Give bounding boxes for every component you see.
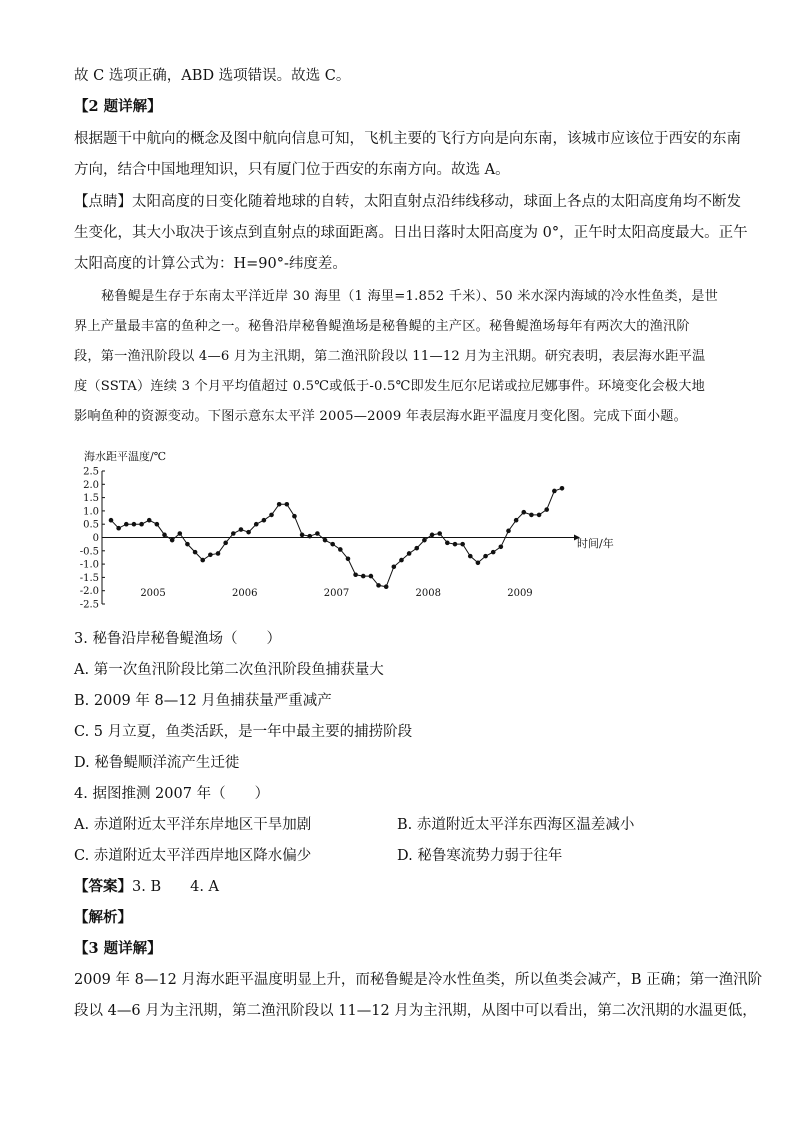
data-point (537, 513, 542, 518)
q3-option-a: A. 第一次鱼汛阶段比第二次鱼汛阶段鱼捕获量大 (74, 662, 384, 678)
x-axis-label: 时间/年 (577, 537, 614, 550)
data-point (323, 538, 328, 543)
data-point (285, 502, 290, 507)
data-point (132, 522, 137, 527)
data-point (185, 542, 190, 547)
data-point (208, 552, 213, 557)
question-3: 3. 秘鲁沿岸秘鲁鳀渔场（ ） (74, 631, 281, 647)
data-point (315, 531, 320, 536)
y-tick-label: 1.0 (83, 506, 99, 518)
text-line: 故 C 选项正确，ABD 选项错误。故选 C。 (74, 68, 351, 84)
data-point (124, 522, 129, 527)
section-heading-q2: 【2 题详解】 (74, 98, 162, 115)
answer-label: 【答案】 (74, 878, 132, 895)
data-point (483, 554, 488, 559)
data-point (369, 574, 374, 579)
data-point (491, 550, 496, 555)
question-4: 4. 据图推测 2007 年（ ） (74, 786, 270, 802)
year-label: 2006 (232, 588, 258, 599)
answer-text: 3. B 4. A (132, 879, 220, 895)
analysis-heading: 【解析】 (74, 909, 132, 926)
data-point (460, 542, 465, 547)
answer-line (74, 877, 219, 897)
q3-option-c: C. 5 月立夏，鱼类活跃，是一年中最主要的捕捞阶段 (74, 724, 413, 740)
data-point (330, 542, 335, 547)
data-point (437, 531, 442, 536)
data-point (529, 513, 534, 518)
data-point (384, 584, 389, 589)
text-line: 2009 年 8—12 月海水距平温度明显上升，而秘鲁鳀是冷水性鱼类，所以鱼类会减产，B 正确；第一渔汛阶 (74, 972, 763, 988)
data-point (544, 507, 549, 512)
y-axis-label: 海水距平温度/℃ (84, 450, 167, 463)
section-heading-q3: 【3 题详解】 (74, 940, 162, 957)
data-point (376, 583, 381, 588)
text-line: 生变化，其大小取决于该点到直射点的球面距离。日出日落时太阳高度为 0°，正午时太阳高度最大。正午 (74, 225, 748, 241)
data-point (521, 510, 526, 515)
material-paragraph: 影响鱼种的资源变动。下图示意东太平洋 2005—2009 年表层海水距平温度月变化图。完成下面小题。 (74, 409, 688, 424)
y-tick-label: -1.0 (79, 559, 99, 571)
y-tick-label: -2.0 (79, 586, 99, 598)
ssta-line-chart (74, 446, 654, 616)
year-label: 2007 (323, 588, 350, 599)
y-tick-label: 0 (92, 533, 99, 544)
data-point (254, 522, 259, 527)
data-point (361, 574, 366, 579)
y-tick-label: -0.5 (79, 546, 99, 558)
data-point (239, 527, 244, 532)
data-point (399, 558, 404, 563)
data-point (453, 542, 458, 547)
data-point (277, 502, 282, 507)
data-point (392, 564, 397, 569)
data-point (430, 533, 435, 538)
data-point (560, 486, 565, 491)
data-point (269, 513, 274, 518)
year-label: 2009 (507, 588, 533, 599)
data-point (476, 560, 481, 565)
data-point (346, 556, 351, 561)
y-tick-label: -2.5 (79, 599, 99, 611)
text-line: 太阳高度的计算公式为：H=90°-纬度差。 (74, 256, 347, 272)
y-tick-label: 2.5 (83, 466, 99, 478)
y-tick-label: 2.0 (83, 479, 99, 491)
data-point (552, 489, 557, 494)
data-point (223, 541, 228, 546)
data-point (338, 547, 343, 552)
y-tick-label: 1.5 (83, 493, 99, 505)
data-point (216, 551, 221, 556)
text-line: 方向，结合中国地理知识，只有厦门位于西安的东南方向。故选 A。 (74, 162, 510, 178)
data-point (162, 533, 167, 538)
text-line: 段以 4—6 月为主汛期，第二渔汛阶段以 11—12 月为主汛期，从图中可以看出，第二次汛期的水温更低， (74, 1003, 757, 1019)
data-point (200, 558, 205, 563)
text-line: 【点睛】太阳高度的日变化随着地球的自转，太阳直射点沿纬线移动，球面上各点的太阳高度角均不断发 (74, 194, 741, 210)
q4-option-a: A. 赤道附近太平洋东岸地区干旱加剧 (74, 817, 312, 833)
year-label: 2008 (415, 588, 441, 599)
data-point (231, 531, 236, 536)
data-point (414, 546, 419, 551)
data-point (170, 538, 175, 543)
data-point (422, 538, 427, 543)
q4-option-c: C. 赤道附近太平洋西岸地区降水偏少 (74, 848, 312, 864)
year-label: 2005 (140, 588, 166, 599)
material-paragraph: 秘鲁鳀是生存于东南太平洋近岸 30 海里（1 海里=1.852 千米）、50 米水深内海域的冷水性鱼类，是世 (101, 289, 719, 304)
y-tick-label: -1.5 (79, 572, 99, 584)
data-point (307, 534, 312, 539)
data-point (445, 541, 450, 546)
data-point (147, 518, 152, 523)
q4-option-d: D. 秘鲁寒流势力弱于往年 (397, 848, 563, 864)
y-tick-label: 0.5 (83, 519, 99, 531)
text-line: 根据题干中航向的概念及图中航向信息可知，飞机主要的飞行方向是向东南，该城市应该位于西安的东南 (74, 131, 741, 147)
data-point (514, 518, 519, 523)
data-point (262, 518, 267, 523)
data-point (177, 531, 182, 536)
data-point (407, 551, 412, 556)
data-point (193, 550, 198, 555)
data-point (139, 522, 144, 527)
q3-option-b: B. 2009 年 8—12 月鱼捕获量严重减产 (74, 693, 332, 709)
data-point (499, 545, 504, 550)
data-point (246, 530, 251, 535)
q4-option-b: B. 赤道附近太平洋东西海区温差减小 (397, 817, 635, 833)
material-paragraph: 度（SSTA）连续 3 个月平均值超过 0.5℃或低于-0.5℃即发生厄尔尼诺或拉尼娜事件。环境变化会极大地 (74, 379, 706, 394)
data-point (300, 533, 305, 538)
material-paragraph: 界上产量最丰富的鱼种之一。秘鲁沿岸秘鲁鳀渔场是秘鲁鳀的主产区。秘鲁鳀渔场每年有两次大的渔汛阶 (74, 319, 690, 334)
data-point (292, 514, 297, 519)
data-point (109, 518, 114, 523)
q3-option-d: D. 秘鲁鳀顺洋流产生迁徙 (74, 755, 240, 771)
data-point (116, 526, 121, 531)
material-paragraph: 段，第一渔汛阶段以 4—6 月为主汛期，第二渔汛阶段以 11—12 月为主汛期。研究表明，表层海水距平温 (74, 349, 706, 364)
data-point (506, 529, 511, 534)
data-point (468, 554, 473, 559)
data-point (353, 572, 358, 577)
data-point (155, 522, 160, 527)
